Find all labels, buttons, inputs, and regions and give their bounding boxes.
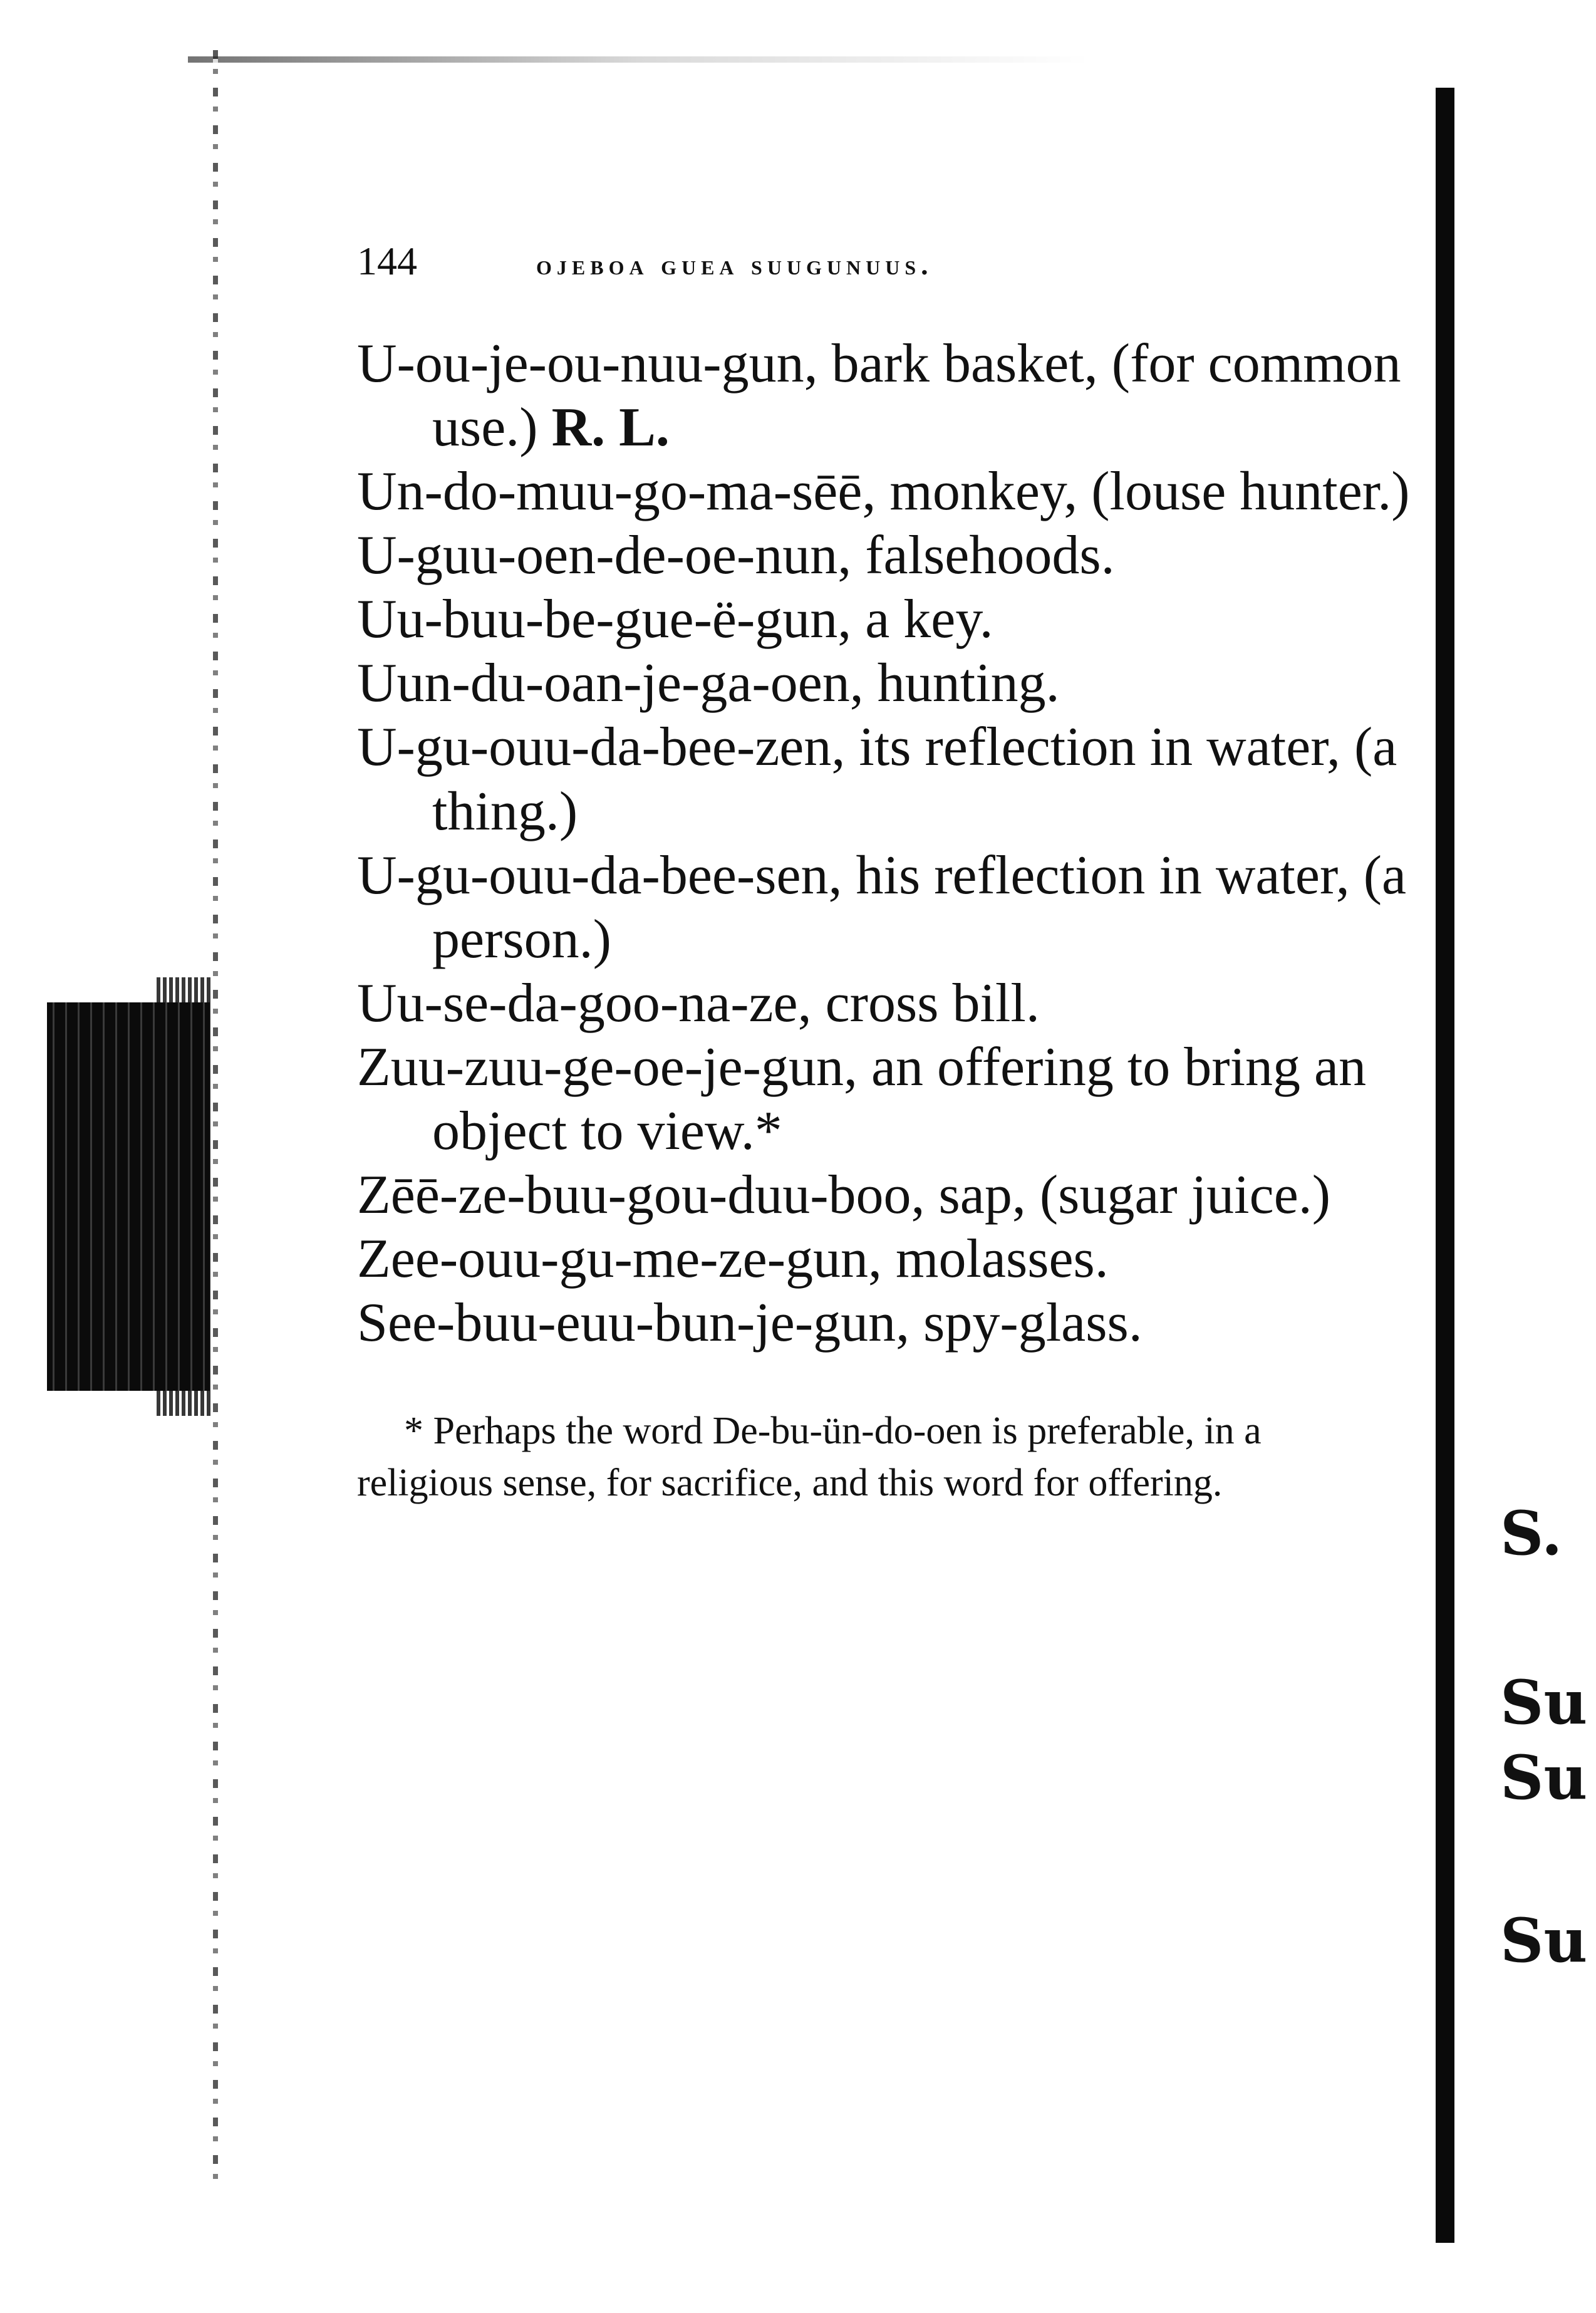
- entry-text: U-ou-je-ou-nuu-gun, bark basket, (for common use.): [357, 333, 1401, 459]
- book-page: [357, 238, 1434, 1509]
- entry-text: Uun-du-oan-je-ga-oen, hunting.: [357, 653, 1060, 714]
- entry-text: Uu-se-da-goo-na-ze, cross bill.: [357, 972, 1040, 1034]
- entry-text: U-guu-oen-de-oe-nun, falsehoods.: [357, 525, 1115, 586]
- vocabulary-entry: [357, 972, 1434, 1036]
- next-page-fragment: Su: [1500, 1911, 1588, 1971]
- vocabulary-list: [357, 332, 1434, 1355]
- entry-text: U-gu-ouu-da-bee-zen, its reflection in water, (a thing.): [357, 717, 1397, 842]
- entry-text: U-gu-ouu-da-bee-sen, his reflection in water, (a person.): [357, 845, 1407, 970]
- page-number: 144: [357, 239, 417, 283]
- running-head: [357, 238, 1434, 288]
- vocabulary-entry: [357, 715, 1434, 843]
- vocabulary-entry: [357, 652, 1434, 715]
- next-page-fragment: Su: [1500, 1673, 1588, 1733]
- vocabulary-entry: [357, 332, 1434, 460]
- entry-text: See-buu-euu-bun-je-gun, spy-glass.: [357, 1292, 1143, 1354]
- scan-top-edge: [188, 56, 1315, 63]
- entry-text: Zee-ouu-gu-me-ze-gun, molasses.: [357, 1229, 1109, 1290]
- binding-dark-block: [47, 1002, 210, 1391]
- entry-source-abbreviation: R. L.: [537, 397, 670, 459]
- vocabulary-entry: [357, 844, 1434, 972]
- vocabulary-entry: [357, 1036, 1434, 1163]
- entry-text: Un-do-muu-go-ma-sēē, monkey, (louse hunter.): [357, 461, 1410, 522]
- vocabulary-entry: [357, 588, 1434, 652]
- entry-text: Uu-buu-be-gue-ë-gun, a key.: [357, 589, 993, 650]
- vocabulary-entry: [357, 1291, 1434, 1355]
- vocabulary-entry: [357, 524, 1434, 588]
- entry-text: Zuu-zuu-ge-oe-je-gun, an offering to bring an object to view.*: [357, 1036, 1367, 1162]
- next-page-fragment: S.: [1500, 1504, 1563, 1564]
- vocabulary-entry: [357, 1227, 1434, 1291]
- running-title: ojeboa guea suugunuus.: [536, 249, 933, 281]
- vocabulary-entry: [357, 1163, 1434, 1227]
- entry-text: Zēē-ze-buu-gou-duu-boo, sap, (sugar juice.): [357, 1165, 1331, 1226]
- page-edge-rule: [1436, 88, 1454, 2243]
- vocabulary-entry: [357, 460, 1434, 524]
- next-page-fragment: Su: [1500, 1748, 1588, 1808]
- footnote: * Perhaps the word De-bu-ün-do-oen is preferable, in a religious sense, for sacrifice, and this word for offering.: [357, 1410, 1262, 1505]
- binding-gutter: [213, 50, 218, 2193]
